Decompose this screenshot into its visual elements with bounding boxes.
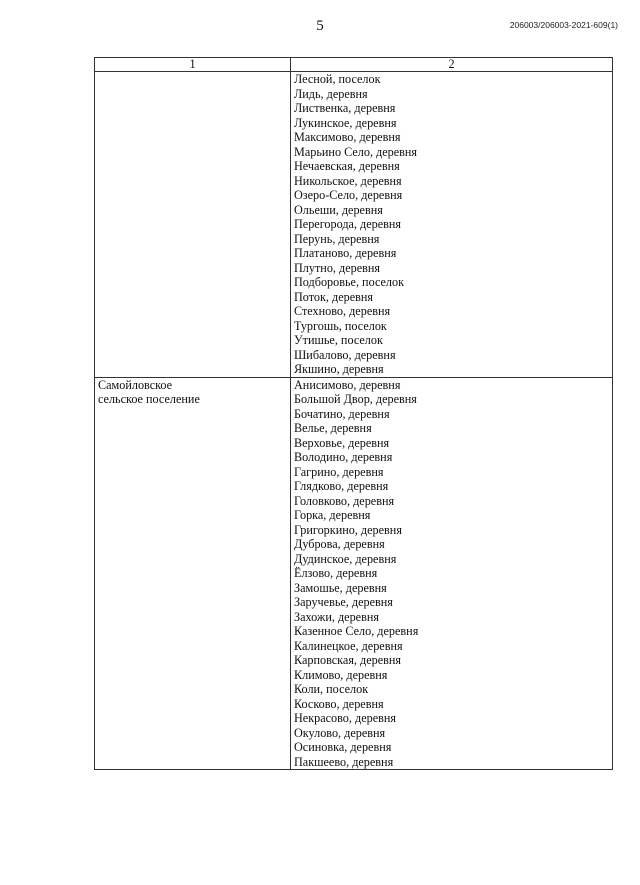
- settlement-item: Горка, деревня: [294, 508, 371, 522]
- settlement-item: Верховье, деревня: [294, 435, 390, 450]
- settlement-item: Косково, деревня: [294, 696, 384, 711]
- settlement-item: Поток, деревня: [294, 289, 374, 304]
- settlement-item: Шибалово, деревня: [294, 347, 396, 362]
- settlement-item: Подборовье, поселок: [294, 275, 405, 289]
- settlement-item: Якшино, деревня: [294, 362, 384, 376]
- settlement-item: Лидь, деревня: [294, 86, 368, 101]
- settlement-item: Осиновка, деревня: [294, 740, 392, 754]
- settlement-item: Гагрино, деревня: [294, 464, 384, 479]
- table-header-row: [95, 58, 613, 72]
- table-row: [95, 72, 613, 378]
- settlement-item: Максимово, деревня: [294, 130, 401, 144]
- settlements-cell: [291, 72, 613, 378]
- table-row: [95, 377, 613, 770]
- settlement-item: Большой Двор, деревня: [294, 392, 417, 406]
- settlement-item: Казенное Село, деревня: [294, 624, 419, 638]
- settlement-item: Велье, деревня: [294, 421, 372, 435]
- settlement-item: Перунь, деревня: [294, 231, 380, 246]
- settlement-item: Володино, деревня: [294, 450, 393, 464]
- settlement-item: Глядково, деревня: [294, 479, 389, 493]
- settlement-item: Марьино Село, деревня: [294, 144, 418, 159]
- settlements-cell: [291, 377, 613, 770]
- settlement-item: Утишье, поселок: [294, 333, 383, 347]
- settlement-item: Дуброва, деревня: [294, 537, 385, 551]
- document-code: 206003/206003-2021-609(1): [509, 20, 618, 30]
- settlement-item: Перегорода, деревня: [294, 217, 402, 231]
- district-cell: [95, 377, 291, 770]
- settlement-item: Замошье, деревня: [294, 580, 387, 595]
- settlement-item: Ёлзово, деревня: [294, 566, 378, 580]
- district-name-line: сельское поселение: [98, 392, 200, 406]
- settlement-item: Дудинское, деревня: [294, 551, 397, 566]
- settlement-item: Никольское, деревня: [294, 173, 402, 188]
- settlement-item: Стехново, деревня: [294, 304, 391, 318]
- settlement-item: Платаново, деревня: [294, 246, 397, 260]
- settlement-item: Заручевье, деревня: [294, 595, 393, 609]
- page-number: 5: [316, 18, 324, 34]
- settlement-item: Лесной, поселок: [294, 72, 381, 86]
- settlement-item: Ольеши, деревня: [294, 202, 383, 217]
- column-header-2: 2: [291, 58, 613, 72]
- settlement-item: Нечаевская, деревня: [294, 159, 400, 173]
- settlement-item: Григоркино, деревня: [294, 522, 402, 537]
- settlement-item: Анисимово, деревня: [294, 377, 401, 392]
- settlement-item: Пакшеево, деревня: [294, 754, 394, 769]
- settlement-item: Некрасово, деревня: [294, 711, 396, 725]
- settlement-item: Захожи, деревня: [294, 609, 379, 624]
- settlement-item: Головково, деревня: [294, 493, 395, 508]
- settlements-table: [94, 57, 613, 770]
- settlement-item: Карповская, деревня: [294, 653, 402, 667]
- settlement-item: Калинецкое, деревня: [294, 638, 403, 653]
- settlement-item: Тургошь, поселок: [294, 318, 387, 333]
- settlement-item: Климово, деревня: [294, 667, 388, 682]
- district-name-line: Самойловское: [98, 377, 173, 392]
- settlement-item: Лукинское, деревня: [294, 115, 397, 130]
- column-header-1: 1: [95, 58, 291, 72]
- district-cell: [95, 72, 291, 378]
- settlement-item: Окулово, деревня: [294, 725, 386, 740]
- settlement-item: Плутно, деревня: [294, 260, 381, 275]
- settlement-item: Бочатино, деревня: [294, 406, 390, 421]
- settlement-item: Озеро-Село, деревня: [294, 188, 403, 202]
- settlement-item: Коли, поселок: [294, 682, 369, 696]
- settlement-item: Лиственка, деревня: [294, 101, 396, 115]
